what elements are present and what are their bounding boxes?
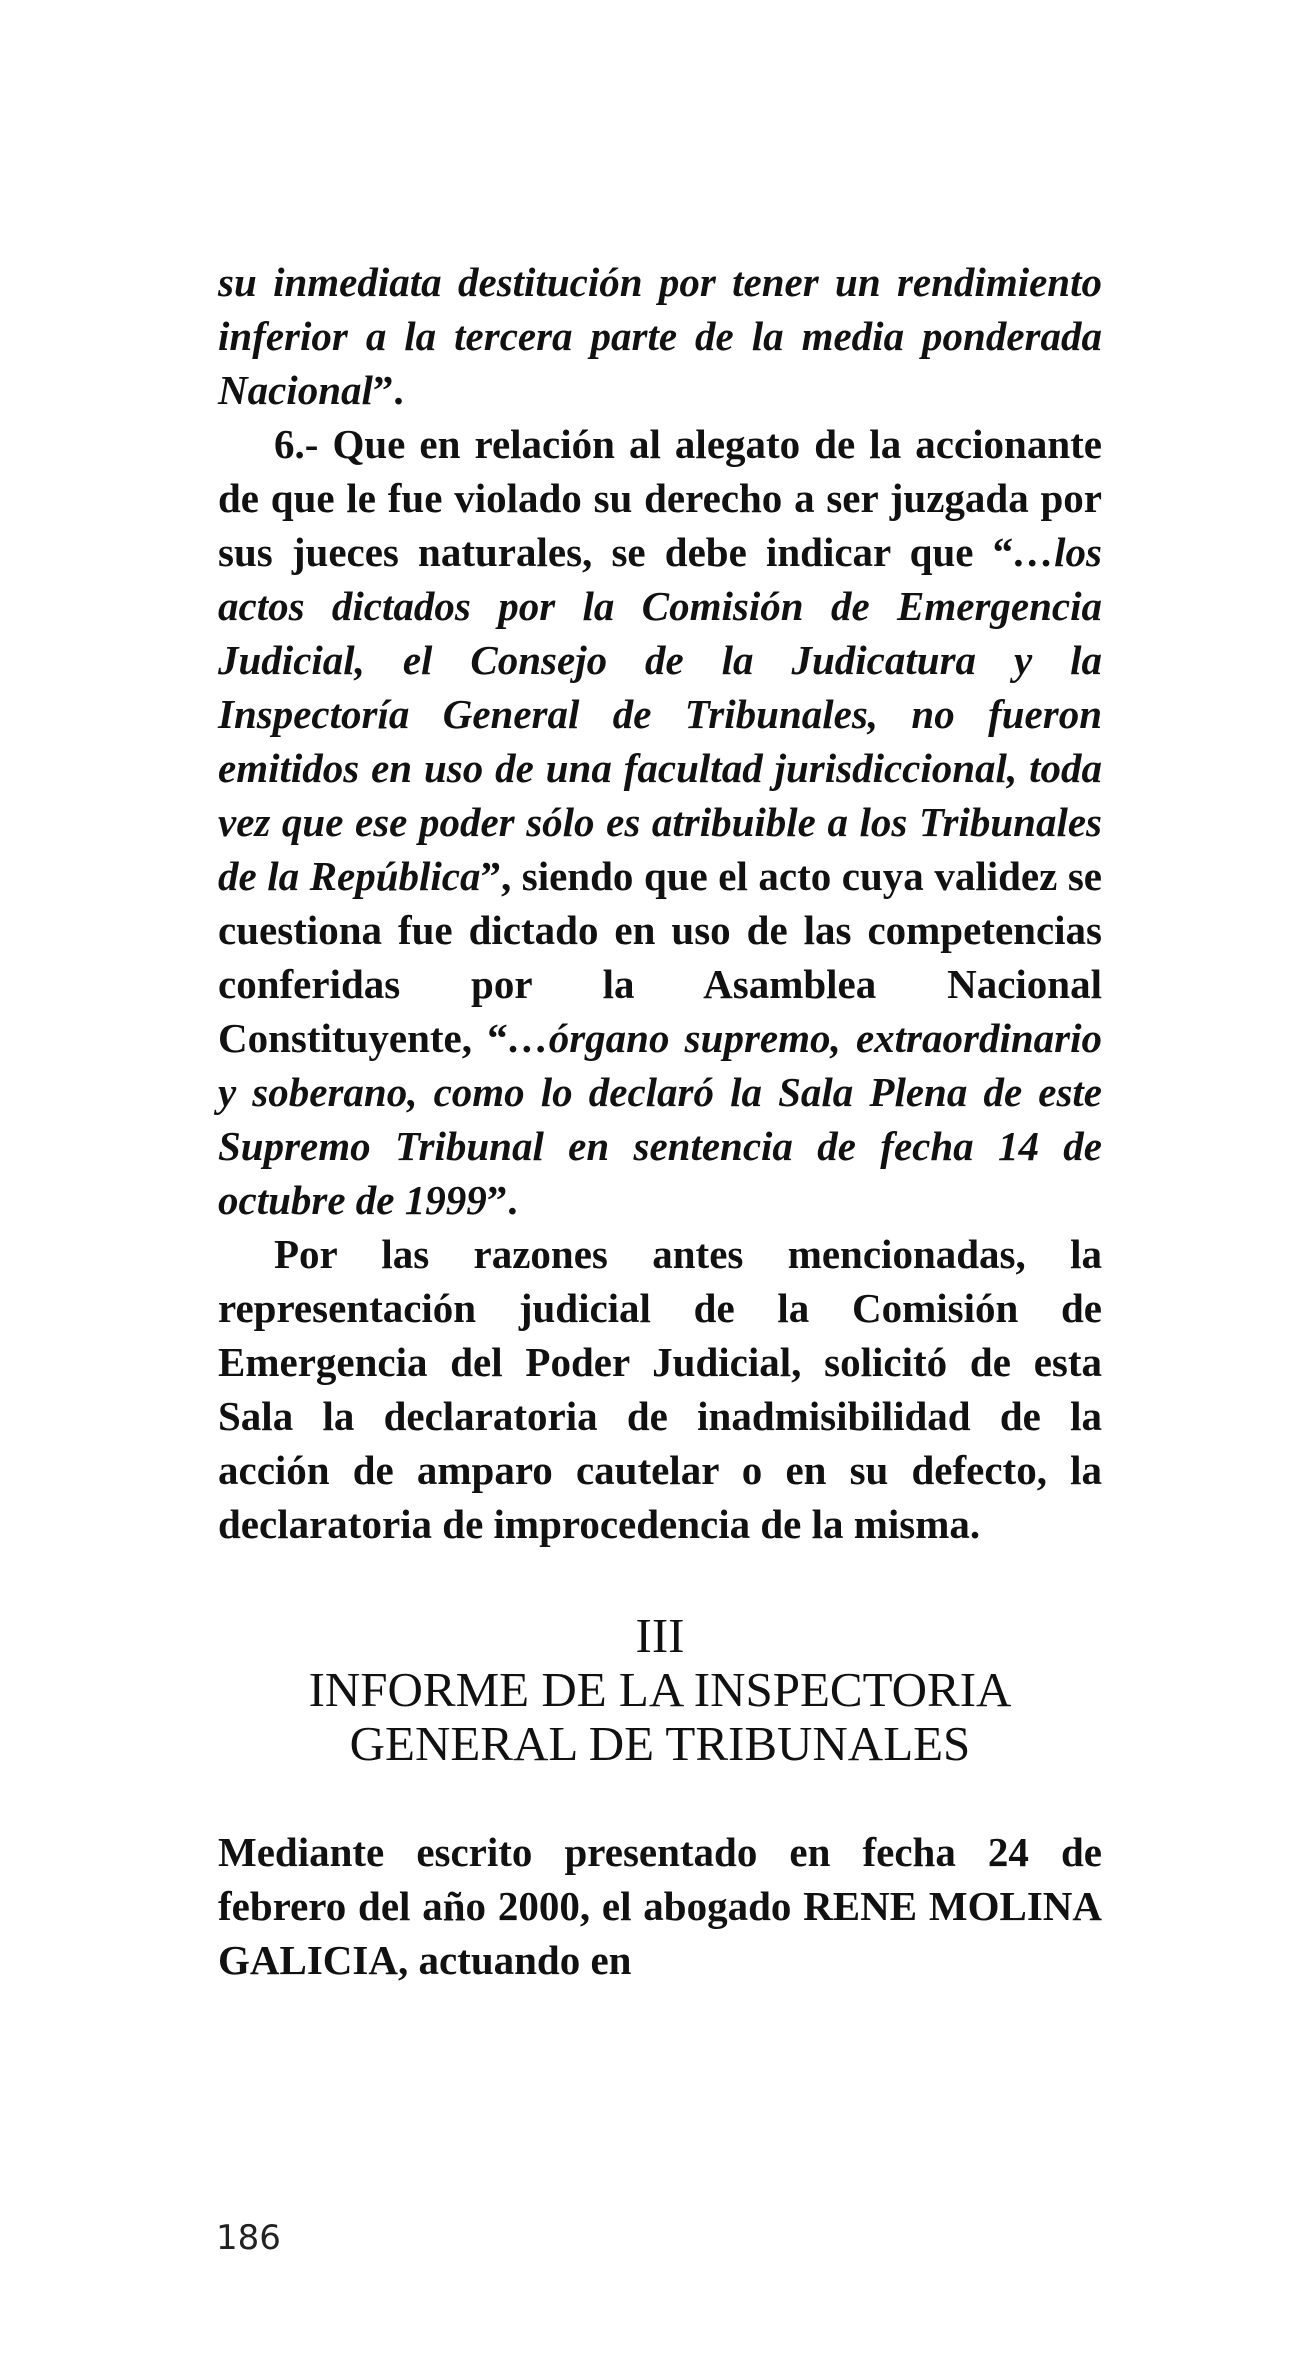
quote-text: su inmediata destitución por tener un rendimiento inferior a la tercera parte de la media ponderada Nacional <box>218 259 1102 413</box>
section-heading <box>218 1609 1102 1771</box>
page-body <box>218 255 1102 1987</box>
paragraph-text: Por las razones antes mencionadas, la representación judicial de la Comisión de Emergencia del Poder Judicial, solicitó de esta Sala la declaratoria de inadmisibilidad de la acción de amparo cautelar o en su defecto, la declaratoria de improcedencia de la misma. <box>218 1231 1102 1547</box>
section-title-line-1: INFORME DE LA INSPECTORIA <box>308 1662 1012 1717</box>
quote-text: …los actos dictados por la Comisión de Emergencia Judicial, el Consejo de la Judicatura y la Inspectoría General de Tribunales, no fueron emitidos en uso de una facultad jurisdiccional, toda vez que ese poder sólo es atribuible a los Tribunales de la República <box>218 529 1102 899</box>
paragraph-text: ”. <box>486 1177 518 1223</box>
section-title-line-2: GENERAL DE TRIBUNALES <box>349 1716 971 1771</box>
paragraph-text: ”. <box>372 367 404 413</box>
paragraph-text: ”, siendo que el acto cuya validez se cuestiona fue dictado en uso de las competencias conferidas por la Asamblea Nacional Constituyente, “ <box>218 853 1102 1061</box>
paragraph-1 <box>218 255 1102 417</box>
page-number: 186 <box>216 2218 281 2258</box>
paragraph-3 <box>218 1227 1102 1551</box>
paragraph-2 <box>218 417 1102 1227</box>
quote-text: …órgano supremo, extraordinario y soberano, como lo declaró la Sala Plena de este Supremo Tribunal en sentencia de fecha 14 de octubre de 1999 <box>218 1015 1103 1223</box>
paragraph-text: 6.- Que en relación al alegato de la accionante de que le fue violado su derecho a ser juzgada por sus jueces naturales, se debe indicar que “ <box>218 421 1102 575</box>
paragraph-4: Mediante escrito presentado en fecha 24 de febrero del año 2000, el abogado RENE MOLINA GALICIA, actuando en <box>218 1829 1102 1983</box>
section-numeral: III <box>635 1608 685 1663</box>
